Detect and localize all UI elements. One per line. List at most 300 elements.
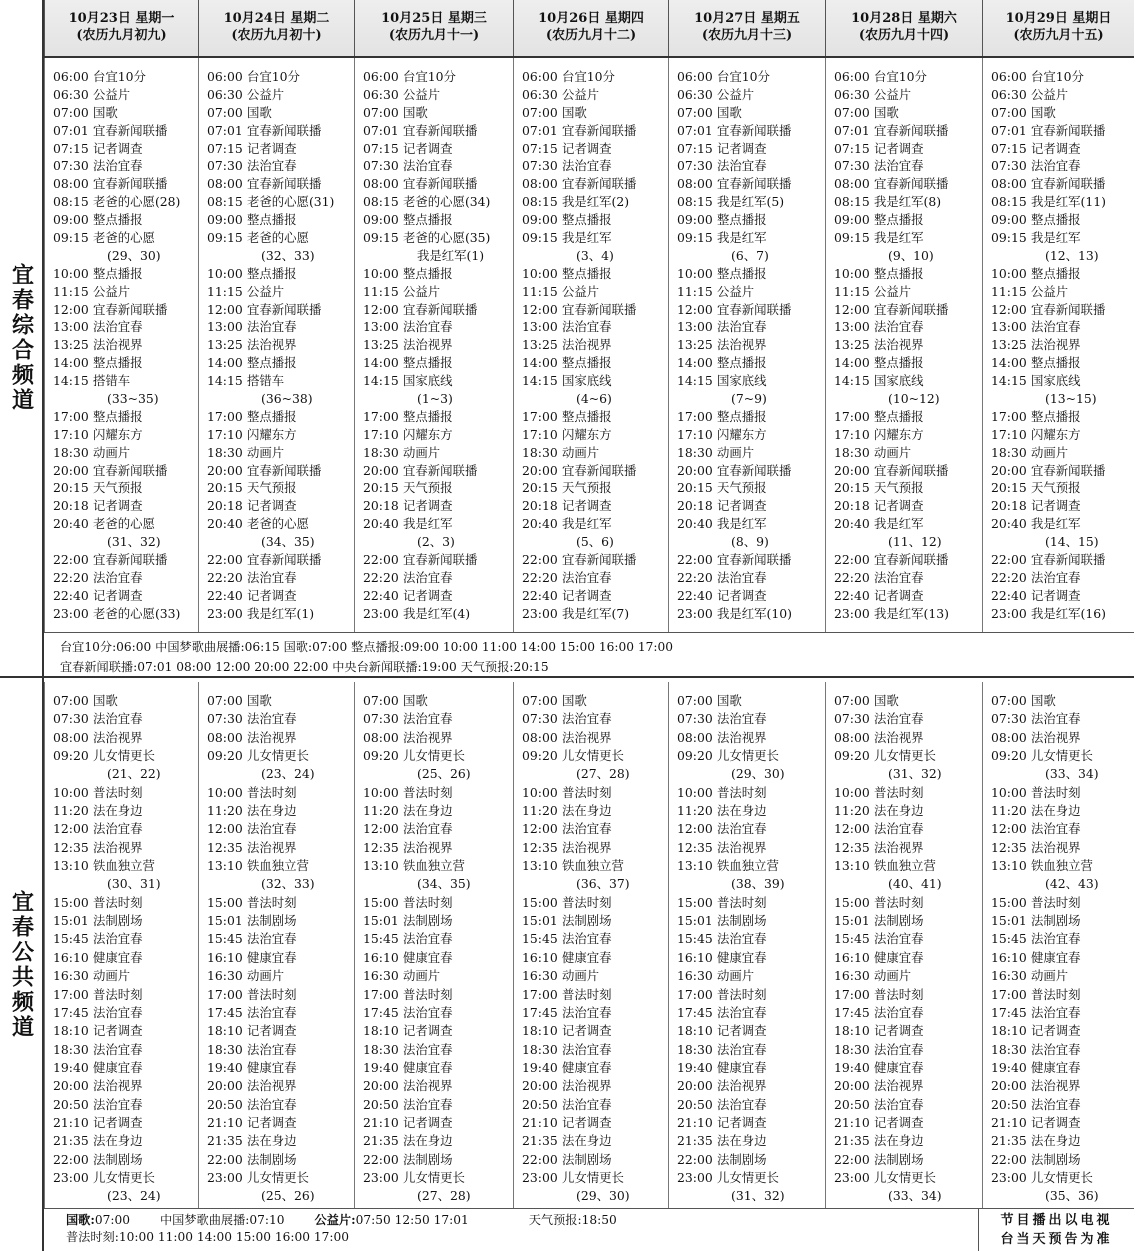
program-time: 10:00 (677, 784, 713, 800)
day-header (198, 0, 354, 56)
program-row (991, 283, 1134, 301)
program-row (363, 894, 513, 912)
program-time: 20:18 (991, 498, 1027, 514)
program-row (363, 747, 513, 765)
program-row (834, 1004, 982, 1022)
program-time: 13:25 (677, 337, 713, 353)
program-time: 12:00 (991, 301, 1027, 317)
program-time: 16:30 (834, 968, 870, 984)
program-row (991, 426, 1134, 444)
program-title: 记者调查 (403, 1114, 453, 1130)
day-column (354, 682, 513, 1208)
program-title: 记者调查 (247, 140, 297, 156)
program-title: 记者调查 (403, 1023, 453, 1039)
program-row (834, 1132, 982, 1150)
program-time: 08:15 (207, 194, 243, 210)
program-title: 法治视界 (247, 1078, 297, 1094)
program-title: (31、32) (888, 766, 942, 782)
program-title: 法治宜春 (1031, 569, 1081, 585)
program-time: 11:15 (207, 283, 243, 299)
program-time: 13:25 (991, 337, 1027, 353)
program-title: 闪耀东方 (247, 426, 297, 442)
program-row (522, 1132, 668, 1150)
program-row (522, 857, 668, 875)
program-time: 10:00 (522, 784, 558, 800)
program-row (363, 408, 513, 426)
program-title: 整点播报 (562, 265, 612, 281)
program-title: 宜春新闻联播 (1031, 462, 1106, 478)
program-title: 整点播报 (403, 212, 453, 228)
program-time: 14:00 (834, 355, 870, 371)
program-title: 普法时刻 (1031, 986, 1081, 1002)
program-row (207, 1096, 354, 1114)
day-column (668, 58, 825, 632)
program-time: 17:00 (834, 986, 870, 1002)
program-row (522, 515, 668, 533)
program-time: 20:15 (834, 480, 870, 496)
program-title: 记者调查 (874, 140, 924, 156)
program-title: 法在身边 (1031, 1133, 1081, 1149)
program-time: 07:01 (991, 122, 1027, 138)
program-title: 记者调查 (874, 1023, 924, 1039)
program-row (522, 765, 668, 783)
program-row (522, 479, 668, 497)
program-row (522, 283, 668, 301)
program-row (522, 1114, 668, 1132)
program-row (522, 1169, 668, 1187)
program-time: 13:00 (834, 319, 870, 335)
program-time: 15:01 (53, 913, 89, 929)
program-title: (11、12) (888, 534, 942, 550)
program-title: 我是红军(8) (874, 194, 942, 210)
program-row (363, 1059, 513, 1077)
program-row (53, 1004, 198, 1022)
program-row (207, 479, 354, 497)
program-row (834, 1114, 982, 1132)
program-row (53, 229, 198, 247)
program-title: 法治宜春 (93, 931, 143, 947)
program-row (207, 265, 354, 283)
program-row (834, 318, 982, 336)
program-row (677, 283, 825, 301)
program-row (677, 894, 825, 912)
day-lunar: (农历九月十三) (701, 28, 793, 43)
program-time: 21:10 (991, 1114, 1027, 1130)
program-row (363, 784, 513, 802)
program-row (207, 140, 354, 158)
program-title: 我是红军(10) (717, 605, 792, 621)
program-time: 08:00 (363, 176, 399, 192)
program-time: 20:00 (834, 462, 870, 478)
program-title: 记者调查 (403, 498, 453, 514)
program-row (207, 605, 354, 623)
program-row (834, 354, 982, 372)
program-time: 17:10 (207, 426, 243, 442)
program-time: 07:30 (53, 158, 89, 174)
program-title: 儿女情更长 (403, 748, 465, 764)
program-time: 16:10 (522, 949, 558, 965)
program-title: (32、33) (261, 247, 315, 263)
program-row (834, 462, 982, 480)
day-header (354, 0, 513, 56)
program-row (53, 875, 198, 893)
program-title: 宜春新闻联播 (874, 462, 949, 478)
program-title: 国歌 (403, 104, 428, 120)
program-time: 13:25 (363, 337, 399, 353)
program-time: 18:10 (522, 1023, 558, 1039)
program-time: 06:30 (522, 86, 558, 102)
program-title: 法治宜春 (717, 319, 767, 335)
program-time: 20:00 (363, 462, 399, 478)
program-title: 记者调查 (93, 498, 143, 514)
program-title: 记者调查 (93, 140, 143, 156)
program-time: 19:40 (834, 1059, 870, 1075)
summary-value: 07:50 12:50 17:01 (355, 1213, 469, 1227)
program-row (53, 1169, 198, 1187)
program-title: (27、28) (576, 766, 630, 782)
program-row (677, 1022, 825, 1040)
program-time: 22:00 (991, 1151, 1027, 1167)
program-title: 动画片 (562, 968, 600, 984)
program-row (53, 802, 198, 820)
program-time: 21:35 (834, 1133, 870, 1149)
program-row (991, 1004, 1134, 1022)
program-title: 宜春新闻联播 (93, 552, 168, 568)
day-column (825, 58, 982, 632)
program-row (522, 390, 668, 408)
program-row (522, 533, 668, 551)
day-column (44, 58, 198, 632)
program-title: 法制剧场 (562, 913, 612, 929)
program-row (991, 692, 1134, 710)
program-row (991, 894, 1134, 912)
program-time: 20:00 (53, 462, 89, 478)
program-title: 记者调查 (717, 498, 767, 514)
program-time: 15:00 (363, 894, 399, 910)
program-row (53, 587, 198, 605)
program-row (991, 710, 1134, 728)
program-title: 普法时刻 (93, 784, 143, 800)
program-title: 法治视界 (874, 337, 924, 353)
program-time: 11:20 (834, 803, 870, 819)
program-time: 07:30 (677, 711, 713, 727)
channel-label-public (0, 678, 44, 1251)
summary-value: 07:00 (94, 1213, 130, 1227)
program-title: 整点播报 (562, 408, 612, 424)
program-row (677, 967, 825, 985)
program-title: 老爸的心愿 (93, 230, 155, 246)
program-time: 17:00 (677, 986, 713, 1002)
program-title: 宜春新闻联播 (403, 301, 478, 317)
program-time: 07:30 (834, 711, 870, 727)
program-row (677, 1041, 825, 1059)
day-date: 10月24日 星期二 (223, 11, 330, 26)
program-time: 06:30 (53, 86, 89, 102)
program-row (834, 193, 982, 211)
program-title: 健康宜春 (93, 949, 143, 965)
program-row (207, 949, 354, 967)
day-column (513, 58, 668, 632)
program-row (834, 265, 982, 283)
program-row (363, 967, 513, 985)
program-title: 健康宜春 (717, 949, 767, 965)
program-time: 13:00 (53, 319, 89, 335)
program-row (834, 390, 982, 408)
program-title: 宜春新闻联播 (562, 462, 637, 478)
program-title: (31、32) (107, 534, 161, 550)
program-time: 18:10 (677, 1023, 713, 1039)
program-time: 08:15 (677, 194, 713, 210)
program-time: 07:00 (991, 693, 1027, 708)
program-title: 老爸的心愿(33) (93, 605, 181, 621)
program-row (363, 986, 513, 1004)
program-title: 宜春新闻联播 (403, 552, 478, 568)
program-title: 记者调查 (247, 1023, 297, 1039)
program-time: 17:45 (677, 1004, 713, 1020)
program-row (53, 747, 198, 765)
program-row (834, 1077, 982, 1095)
program-time: 20:40 (834, 516, 870, 532)
program-time: 20:18 (834, 498, 870, 514)
program-row (207, 986, 354, 1004)
program-title: 整点播报 (93, 408, 143, 424)
program-title: 法治宜春 (562, 158, 612, 174)
program-title: 法治宜春 (403, 158, 453, 174)
program-title: 记者调查 (874, 1114, 924, 1130)
program-time: 12:00 (834, 821, 870, 837)
program-row (834, 894, 982, 912)
program-time: 11:20 (522, 803, 558, 819)
program-title: 动画片 (874, 968, 912, 984)
program-row (991, 1187, 1134, 1205)
program-row (53, 372, 198, 390)
program-row (363, 1004, 513, 1022)
program-row (207, 1114, 354, 1132)
program-time: 14:15 (834, 373, 870, 389)
program-time: 11:20 (363, 803, 399, 819)
program-title: 法治视界 (1031, 1078, 1081, 1094)
program-title: 法治宜春 (717, 158, 767, 174)
program-time: 07:15 (53, 140, 89, 156)
program-time: 18:30 (522, 444, 558, 460)
program-title: 动画片 (874, 444, 912, 460)
program-row (834, 1041, 982, 1059)
program-row (834, 569, 982, 587)
program-title: (2、3) (417, 534, 455, 550)
program-row (522, 444, 668, 462)
program-row (363, 587, 513, 605)
program-row (207, 68, 354, 86)
program-row (363, 283, 513, 301)
program-title: 法在身边 (562, 1133, 612, 1149)
program-row (363, 710, 513, 728)
program-title: 天气预报 (874, 480, 924, 496)
program-time: 18:30 (207, 444, 243, 460)
program-title: 法治宜春 (717, 1041, 767, 1057)
program-row (677, 336, 825, 354)
program-row (522, 247, 668, 265)
program-time: 19:40 (677, 1059, 713, 1075)
program-title: 整点播报 (247, 212, 297, 228)
program-row (53, 193, 198, 211)
program-time: 20:15 (677, 480, 713, 496)
program-title: 法治视界 (562, 839, 612, 855)
program-row (522, 372, 668, 390)
program-title: 儿女情更长 (1031, 1169, 1093, 1185)
program-title: 法制剧场 (717, 913, 767, 929)
program-time: 12:00 (363, 301, 399, 317)
program-title: 整点播报 (562, 355, 612, 371)
program-time: 22:00 (53, 1151, 89, 1167)
program-row (363, 533, 513, 551)
program-time: 18:30 (363, 444, 399, 460)
program-row (834, 444, 982, 462)
program-title: 普法时刻 (874, 894, 924, 910)
program-row (834, 605, 982, 623)
program-title: 国歌 (1031, 693, 1056, 708)
program-time: 22:20 (53, 569, 89, 585)
program-title: 普法时刻 (403, 784, 453, 800)
program-time: 20:15 (522, 480, 558, 496)
program-row (207, 1077, 354, 1095)
program-time: 06:30 (834, 86, 870, 102)
program-title: 法在身边 (403, 803, 453, 819)
program-row (991, 211, 1134, 229)
program-title: 记者调查 (562, 140, 612, 156)
program-title: (25、26) (261, 1188, 315, 1204)
program-row (677, 68, 825, 86)
program-row (677, 784, 825, 802)
program-row (991, 729, 1134, 747)
program-title: 法治宜春 (93, 711, 143, 727)
program-row (522, 587, 668, 605)
program-row (363, 802, 513, 820)
program-time: 23:00 (363, 1169, 399, 1185)
program-title: (33、34) (1045, 766, 1099, 782)
program-title: 老爸的心愿 (93, 516, 155, 532)
program-time: 19:40 (207, 1059, 243, 1075)
program-title: 法制剧场 (93, 913, 143, 929)
program-row (363, 1041, 513, 1059)
program-title: 法治宜春 (562, 931, 612, 947)
program-row (834, 1022, 982, 1040)
program-time: 15:45 (522, 931, 558, 947)
program-title: 台宜10分 (1031, 69, 1084, 84)
program-time: 15:45 (53, 931, 89, 947)
program-time: 08:00 (53, 729, 89, 745)
program-row (834, 875, 982, 893)
program-title: 普法时刻 (93, 894, 143, 910)
program-row (834, 930, 982, 948)
program-row (991, 1114, 1134, 1132)
program-title: 我是红军(1) (417, 247, 485, 263)
program-time: 09:20 (991, 748, 1027, 764)
program-title: 健康宜春 (874, 1059, 924, 1075)
program-title: 法治宜春 (247, 1004, 297, 1020)
day-column (825, 682, 982, 1208)
program-title: 我是红军 (403, 516, 453, 532)
program-title: 搭错车 (93, 373, 131, 389)
program-row (522, 1077, 668, 1095)
program-title: 公益片 (1031, 86, 1069, 102)
program-time: 23:00 (834, 1169, 870, 1185)
program-row (363, 390, 513, 408)
program-title: 法治视界 (717, 337, 767, 353)
program-row (834, 949, 982, 967)
program-row (522, 229, 668, 247)
program-title: 公益片 (1031, 283, 1069, 299)
program-title: 老爸的心愿(31) (247, 194, 335, 210)
program-row (207, 1022, 354, 1040)
program-title: 法治视界 (247, 839, 297, 855)
program-time: 20:15 (991, 480, 1027, 496)
program-row (834, 157, 982, 175)
program-title: (23、24) (107, 1188, 161, 1204)
program-time: 21:10 (522, 1114, 558, 1130)
program-row (363, 122, 513, 140)
program-time: 18:10 (363, 1023, 399, 1039)
program-time: 12:00 (991, 821, 1027, 837)
program-title: 记者调查 (247, 587, 297, 603)
program-row (991, 354, 1134, 372)
program-title: 国歌 (403, 693, 428, 708)
program-row (522, 265, 668, 283)
program-title: 记者调查 (717, 1114, 767, 1130)
program-title: 天气预报 (562, 480, 612, 496)
program-title: 儿女情更长 (93, 1169, 155, 1185)
program-title: 儿女情更长 (874, 748, 936, 764)
program-time: 22:20 (522, 569, 558, 585)
program-title: 健康宜春 (1031, 949, 1081, 965)
summary-line: 普法时刻:10:00 11:00 14:00 15:00 16:00 17:00 (66, 1230, 349, 1244)
program-title: 我是红军 (1031, 516, 1081, 532)
program-row (834, 710, 982, 728)
program-title: 老爸的心愿 (247, 516, 309, 532)
program-row (991, 372, 1134, 390)
program-title: 普法时刻 (403, 894, 453, 910)
program-time: 16:10 (207, 949, 243, 965)
program-time: 06:00 (991, 69, 1027, 84)
program-time: 07:30 (207, 158, 243, 174)
program-time: 21:10 (677, 1114, 713, 1130)
program-title: (34、35) (417, 876, 471, 892)
program-title: 法在身边 (247, 1133, 297, 1149)
program-time: 07:15 (522, 140, 558, 156)
program-row (207, 1187, 354, 1205)
program-row (991, 193, 1134, 211)
program-row (53, 211, 198, 229)
program-row (207, 104, 354, 122)
program-time: 07:15 (207, 140, 243, 156)
program-row (207, 692, 354, 710)
program-title: 法治视界 (1031, 729, 1081, 745)
program-row (207, 1169, 354, 1187)
program-time: 23:00 (53, 1169, 89, 1185)
program-row (53, 497, 198, 515)
program-row (834, 229, 982, 247)
program-time: 15:00 (53, 894, 89, 910)
program-title: 法治视界 (562, 337, 612, 353)
program-title: 动画片 (93, 444, 131, 460)
summary-value: 天气预报:18:50 (528, 1213, 617, 1227)
program-row (363, 1169, 513, 1187)
program-time: 07:00 (677, 104, 713, 120)
program-time: 18:10 (53, 1023, 89, 1039)
program-row (363, 912, 513, 930)
program-title: 闪耀东方 (1031, 426, 1081, 442)
program-row (677, 408, 825, 426)
program-title: 天气预报 (247, 480, 297, 496)
